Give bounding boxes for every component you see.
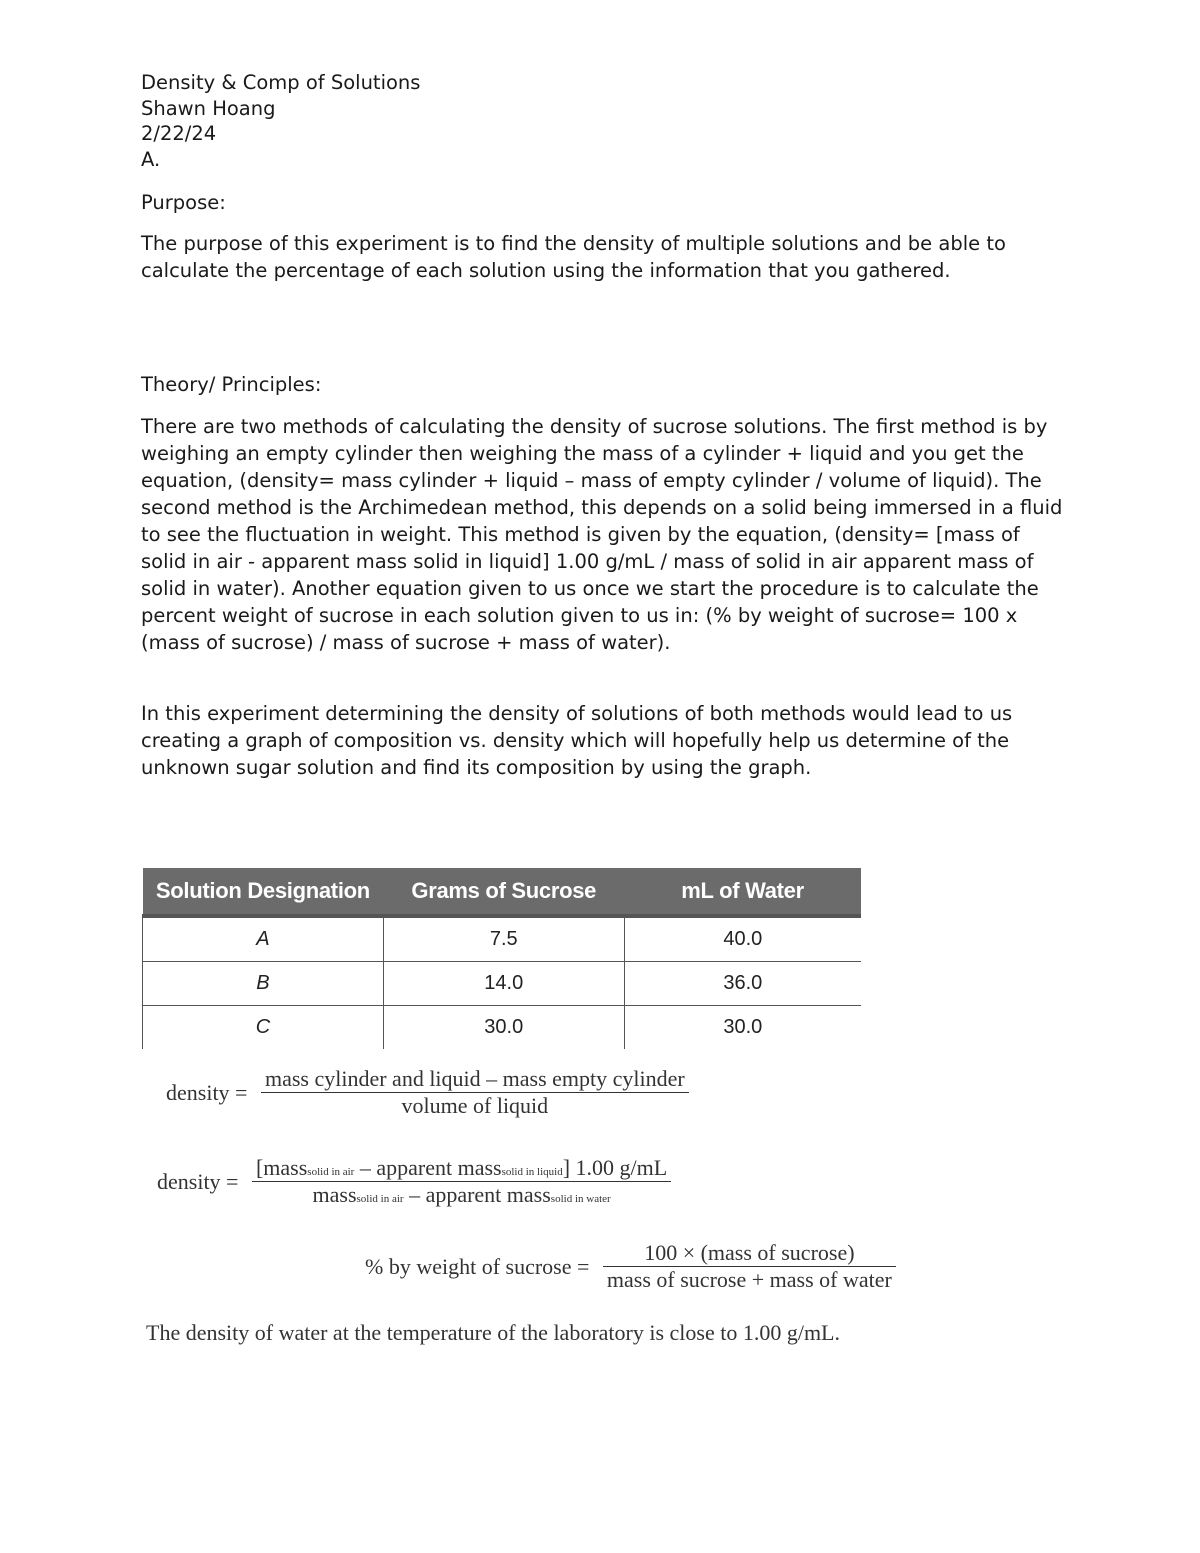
table-cell: 30.0 (723, 1016, 763, 1038)
equation-fraction (261, 1066, 689, 1119)
equation-term: ] 1.00 g/mL (562, 1155, 668, 1180)
density-equation-archimedean (157, 1155, 671, 1208)
water-density-note: The density of water at the temperature of the laboratory is close to 1.00 g/mL. (146, 1320, 840, 1345)
equation-denominator (252, 1182, 671, 1208)
equation-lhs: density = (166, 1079, 248, 1105)
table-cell: 7.5 (383, 916, 624, 962)
table-header-row (143, 868, 862, 916)
table-row (143, 962, 862, 1006)
equation-denominator: mass of sucrose + mass of water (606, 1267, 892, 1292)
solutions-table (142, 868, 861, 1049)
table-cell: C (143, 1006, 384, 1050)
table-cell: 14.0 (383, 962, 624, 1006)
equation-numerator: 100 × (mass of sucrose) (603, 1240, 896, 1267)
equation-numerator: mass cylinder and liquid – mass empty cylinder (261, 1066, 689, 1093)
table-cell: 36.0 (624, 962, 861, 1006)
author-name: Shawn Hoang (141, 96, 276, 120)
equation-subscript: solid in air (356, 1193, 404, 1205)
section-label: A. (141, 147, 161, 171)
table-cell: B (143, 962, 384, 1006)
equation-subscript: solid in water (550, 1193, 611, 1205)
equation-term: [mass (255, 1155, 308, 1180)
percent-weight-equation (365, 1240, 896, 1293)
table-cell: 40.0 (624, 916, 861, 962)
table-header-cell: mL of Water (624, 868, 861, 916)
equation-numerator (252, 1155, 671, 1182)
table-header-cell: Grams of Sucrose (383, 868, 624, 916)
equation-term: – apparent mass (354, 1155, 502, 1180)
density-equation-cylinder (166, 1066, 689, 1119)
equation-term: mass (312, 1182, 357, 1207)
theory-heading: Theory/ Principles: (141, 373, 322, 396)
theory-paragraph-2: In this experiment determining the density of solutions of both methods would lead to us creating a graph of composition vs. density which will hopefully help us determine of the unknown sugar solution and find its composition by using the graph. (141, 702, 1013, 779)
equation-denominator: volume of liquid (401, 1093, 549, 1118)
equation-subscript: solid in air (307, 1166, 355, 1178)
equation-fraction (252, 1155, 671, 1208)
table-cell: 30.0 (383, 1006, 624, 1050)
table-cell: A (143, 916, 384, 962)
document-title: Density & Comp of Solutions (141, 71, 421, 94)
equation-subscript: solid in liquid (501, 1166, 563, 1178)
document-date: 2/22/24 (141, 122, 217, 145)
purpose-text: The purpose of this experiment is to find the density of multiple solutions and be able to calculate the percentage of each solution using the information that you gathered. (141, 232, 1006, 282)
purpose-heading: Purpose: (141, 191, 226, 214)
equation-term: – apparent mass (403, 1182, 551, 1207)
table-row (143, 916, 862, 962)
table-row (143, 1006, 862, 1050)
theory-paragraph-1: There are two methods of calculating the density of sucrose solutions. The first method is by weighing an empty cylinder then weighing the mass of a cylinder + liquid and you get the equation, (density= mass cylinder + liquid – mass of empty cylinder / volume of liquid). The second method is the Archimedean method, this depends on a solid being immersed in a fluid to see the fluctuation in weight. This method is given by the equation, (density= [mass of solid in air - apparent mass solid in liquid] 1.00 g/mL / mass of solid in air apparent mass of solid in water). Another equation given to us once we start the procedure is to calculate the percent weight of sucrose in each solution given to us in: (% by weight of sucrose= 100 x (mass of sucrose) / mass of sucrose + mass of water). (141, 415, 1063, 654)
equation-lhs: % by weight of sucrose = (365, 1253, 590, 1279)
table-header-cell: Solution Designation (143, 868, 384, 916)
document-header (141, 70, 420, 172)
equation-lhs: density = (157, 1168, 239, 1194)
equation-fraction (603, 1240, 896, 1293)
